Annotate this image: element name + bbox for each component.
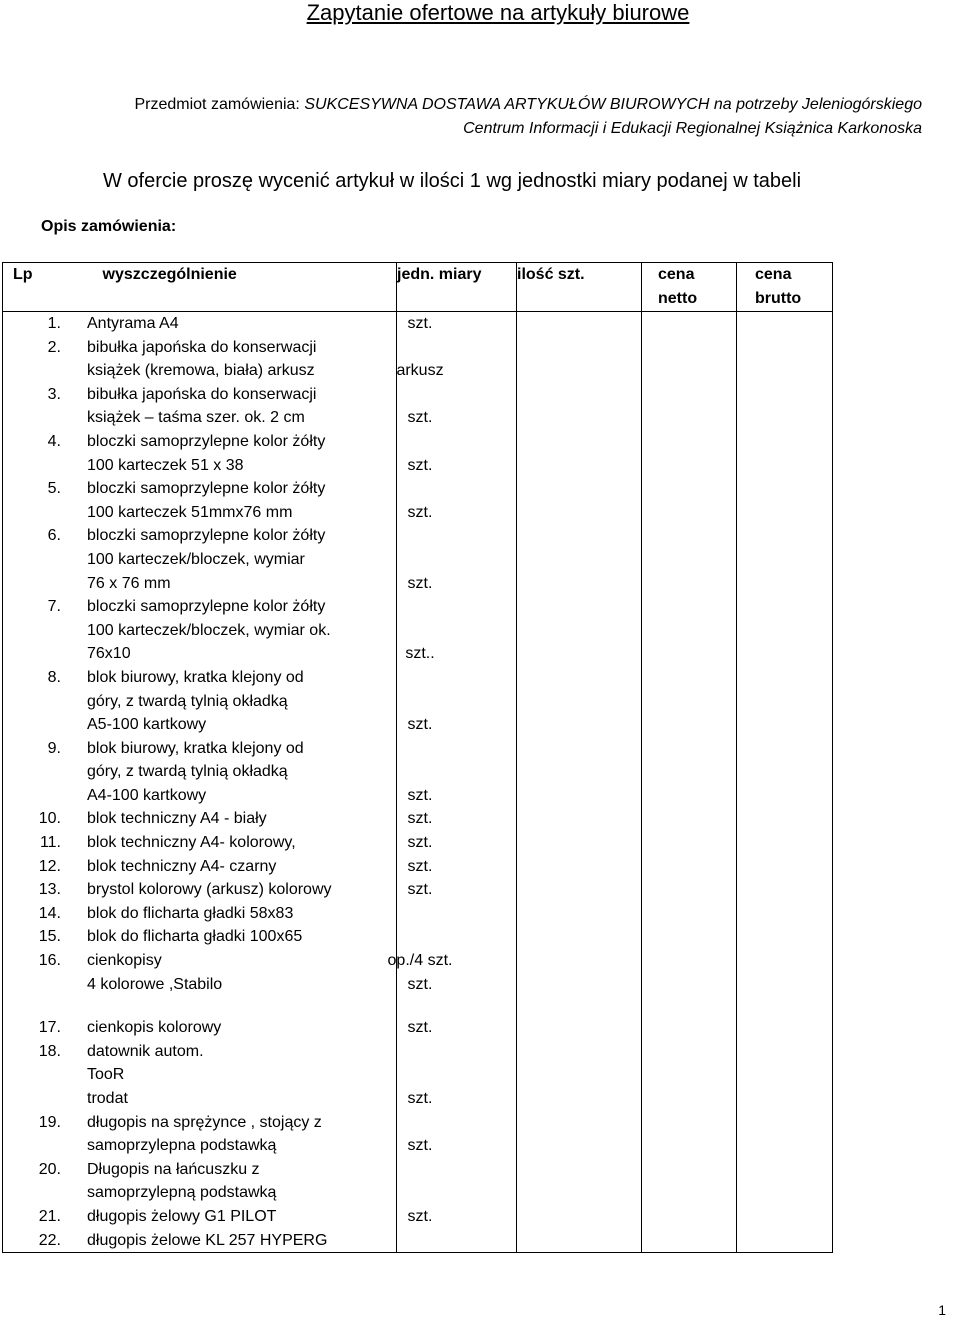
table-header-row bbox=[3, 263, 833, 312]
row-unit: szt. bbox=[407, 881, 433, 899]
row-number: 8. bbox=[47, 668, 61, 686]
row-description-line: bibułka japońska do konserwacji bbox=[87, 338, 317, 356]
row-unit: szt. bbox=[407, 1207, 433, 1225]
table-row bbox=[3, 807, 642, 831]
row-description-line: 100 karteczek 51 x 38 bbox=[87, 456, 244, 474]
row-number: 21. bbox=[38, 1207, 61, 1225]
table-row bbox=[3, 1158, 642, 1205]
row-unit: szt. bbox=[407, 810, 433, 828]
row-number: 16. bbox=[38, 952, 61, 970]
row-number: 14. bbox=[38, 904, 61, 922]
row-description-line: 100 karteczek 51mmx76 mm bbox=[87, 503, 293, 521]
row-description-line: długopis żelowy G1 PILOT bbox=[87, 1207, 277, 1225]
row-number: 6. bbox=[47, 527, 61, 545]
row-number: 7. bbox=[47, 598, 61, 616]
row-description bbox=[87, 925, 383, 949]
document-title: Zapytanie ofertowe na artykuły biurowe bbox=[306, 0, 690, 25]
table-row bbox=[3, 524, 642, 595]
row-unit: arkusz bbox=[396, 362, 444, 380]
table-body-row bbox=[3, 312, 833, 1253]
row-unit: szt. bbox=[407, 503, 433, 521]
row-unit: szt. bbox=[407, 716, 433, 734]
row-description-line: TooR bbox=[87, 1066, 125, 1084]
row-unit: szt.. bbox=[405, 645, 435, 663]
page-number: 1 bbox=[938, 1302, 946, 1318]
table-row bbox=[3, 666, 642, 737]
row-description-line: długopis żelowe KL 257 HYPERG bbox=[87, 1231, 328, 1249]
row-number: 20. bbox=[38, 1160, 61, 1178]
table-row bbox=[3, 902, 642, 926]
row-number: 4. bbox=[47, 432, 61, 450]
row-number: 13. bbox=[38, 881, 61, 899]
row-description-line: trodat bbox=[87, 1090, 128, 1107]
table-row bbox=[3, 595, 642, 666]
row-description bbox=[87, 477, 383, 524]
row-description-line: cienkopis kolorowy bbox=[87, 1019, 222, 1037]
row-number: 17. bbox=[38, 1019, 61, 1037]
pricing-instruction: W ofercie proszę wycenić artykuł w ilości 1 wg jednostki miary podanej w tabeli bbox=[103, 170, 802, 192]
row-description bbox=[87, 1205, 383, 1229]
row-number: 15. bbox=[38, 928, 61, 946]
row-description-line: 76x10 bbox=[87, 645, 131, 663]
row-description-line: 100 karteczek/bloczek, wymiar ok. bbox=[87, 621, 331, 639]
row-description-line: 76 x 76 mm bbox=[87, 574, 171, 592]
row-unit: szt. bbox=[407, 1137, 433, 1155]
header-net-price: cena netto bbox=[642, 263, 737, 312]
row-description-line: datownik autom. bbox=[87, 1042, 204, 1060]
row-number: 22. bbox=[38, 1231, 61, 1249]
row-description-line: samoprzylepną podstawką bbox=[87, 1184, 277, 1202]
row-description bbox=[87, 524, 383, 595]
row-description bbox=[87, 1111, 383, 1158]
row-unit: szt. bbox=[407, 834, 433, 852]
row-description-line: A4-100 kartkowy bbox=[87, 786, 207, 804]
row-number: 2. bbox=[47, 338, 61, 356]
row-unit: szt. bbox=[407, 1019, 433, 1037]
row-unit: op./4 szt. szt. bbox=[387, 952, 453, 993]
table-row bbox=[3, 925, 642, 949]
row-description-line: książek – taśma szer. ok. 2 cm bbox=[87, 409, 305, 427]
table-row bbox=[3, 855, 642, 879]
row-description-line: brystol kolorowy (arkusz) kolorowy bbox=[87, 881, 332, 899]
table-row bbox=[3, 1229, 642, 1253]
row-description bbox=[87, 1040, 383, 1111]
row-description-line: bloczki samoprzylepne kolor żółty bbox=[87, 527, 326, 545]
row-description-line: blok biurowy, kratka klejony od bbox=[87, 668, 304, 686]
row-description bbox=[87, 430, 383, 477]
subject-line-1 bbox=[134, 93, 922, 117]
row-number: 11. bbox=[39, 834, 61, 852]
row-unit: szt. bbox=[407, 574, 433, 592]
row-description-line: samoprzylepna podstawką bbox=[87, 1137, 277, 1155]
row-description-line: blok techniczny A4- kolorowy, bbox=[87, 834, 296, 852]
row-description-line: blok do flicharta gładki 58x83 bbox=[87, 904, 294, 922]
row-description bbox=[87, 902, 383, 926]
header-lp: Lp bbox=[13, 266, 33, 283]
row-unit: szt. bbox=[407, 409, 433, 427]
row-description bbox=[87, 336, 383, 383]
row-description bbox=[87, 383, 383, 430]
row-unit: szt. bbox=[407, 1090, 433, 1107]
items-cell bbox=[3, 312, 453, 1253]
row-description-line: Długopis na łańcuszku z bbox=[87, 1160, 260, 1178]
row-description-line: Antyrama A4 bbox=[87, 315, 179, 332]
items-list bbox=[3, 312, 642, 1252]
row-number: 18. bbox=[38, 1042, 61, 1060]
row-description-line: bloczki samoprzylepne kolor żółty bbox=[87, 480, 326, 498]
row-description-line: długopis na sprężynce , stojący z bbox=[87, 1113, 322, 1131]
row-gap bbox=[3, 996, 642, 1016]
row-description-line: blok techniczny A4 - biały bbox=[87, 810, 267, 828]
table-row bbox=[3, 477, 642, 524]
table-row bbox=[3, 383, 642, 430]
header-description: wyszczególnienie bbox=[102, 266, 237, 283]
row-description bbox=[87, 1229, 383, 1253]
row-description bbox=[87, 666, 383, 737]
table-row bbox=[3, 1016, 642, 1040]
row-number: 9. bbox=[47, 739, 61, 757]
row-description-line: książek (kremowa, biała) arkusz bbox=[87, 362, 315, 380]
offer-table bbox=[2, 262, 833, 1253]
row-unit: szt. bbox=[407, 456, 433, 474]
row-description-line: cienkopisy bbox=[87, 952, 162, 970]
opis-label: Opis zamówienia: bbox=[41, 218, 177, 235]
row-description-line: bloczki samoprzylepne kolor żółty bbox=[87, 598, 326, 616]
row-description bbox=[87, 855, 383, 879]
table-row bbox=[3, 1111, 642, 1158]
row-description-line: 100 karteczek/bloczek, wymiar bbox=[87, 550, 305, 568]
row-description-line: góry, z twardą tylnią okładką bbox=[87, 692, 288, 710]
row-number: 10. bbox=[38, 810, 61, 828]
net-price-column-cell bbox=[642, 312, 737, 1253]
header-unit: jedn. miary bbox=[397, 263, 517, 312]
row-description-line: bibułka japońska do konserwacji bbox=[87, 385, 317, 403]
row-description-line: blok techniczny A4- czarny bbox=[87, 857, 277, 875]
header-quantity: ilość szt. bbox=[517, 263, 642, 312]
row-number: 12. bbox=[38, 857, 61, 875]
row-description bbox=[87, 737, 383, 808]
table-row bbox=[3, 312, 642, 336]
gross-price-column-cell bbox=[737, 312, 833, 1253]
row-number: 5. bbox=[47, 480, 61, 498]
table-row bbox=[3, 1205, 642, 1229]
row-description-line: A5-100 kartkowy bbox=[87, 716, 207, 734]
row-description bbox=[87, 1158, 383, 1205]
table-row bbox=[3, 878, 642, 902]
row-number: 19. bbox=[38, 1113, 61, 1131]
table-row bbox=[3, 949, 642, 996]
row-description-line: góry, z twardą tylnią okładką bbox=[87, 763, 288, 781]
subject-text-1: SUKCESYWNA DOSTAWA ARTYKUŁÓW BIUROWYCH na potrzeby Jeleniogórskiego bbox=[304, 96, 922, 113]
header-lp-description bbox=[3, 263, 397, 312]
row-description bbox=[87, 595, 383, 666]
row-description bbox=[87, 1016, 383, 1040]
row-description-line: blok do flicharta gładki 100x65 bbox=[87, 928, 303, 946]
row-number: 3. bbox=[47, 385, 61, 403]
subject-text-2: Centrum Informacji i Edukacji Regionalnej Książnica Karkonoska bbox=[463, 120, 922, 137]
row-description-line: blok biurowy, kratka klejony od bbox=[87, 739, 304, 757]
row-description bbox=[87, 878, 383, 902]
table-row bbox=[3, 831, 642, 855]
row-unit: szt. bbox=[407, 315, 433, 332]
table-row bbox=[3, 1040, 642, 1111]
header-gross-price: cena brutto bbox=[737, 263, 833, 312]
row-unit: szt. bbox=[407, 857, 433, 875]
row-description bbox=[87, 312, 383, 336]
row-description-line: bloczki samoprzylepne kolor żółty bbox=[87, 432, 326, 450]
subject-block bbox=[134, 93, 922, 141]
row-description bbox=[87, 831, 383, 855]
table-row bbox=[3, 336, 642, 383]
subject-label: Przedmiot zamówienia: bbox=[134, 96, 300, 113]
row-number: 1. bbox=[47, 315, 61, 332]
table-row bbox=[3, 737, 642, 808]
row-description bbox=[87, 949, 383, 996]
table-row bbox=[3, 430, 642, 477]
row-description bbox=[87, 807, 383, 831]
row-description-line: 4 kolorowe ,Stabilo bbox=[87, 975, 223, 993]
row-unit: szt. bbox=[407, 786, 433, 804]
